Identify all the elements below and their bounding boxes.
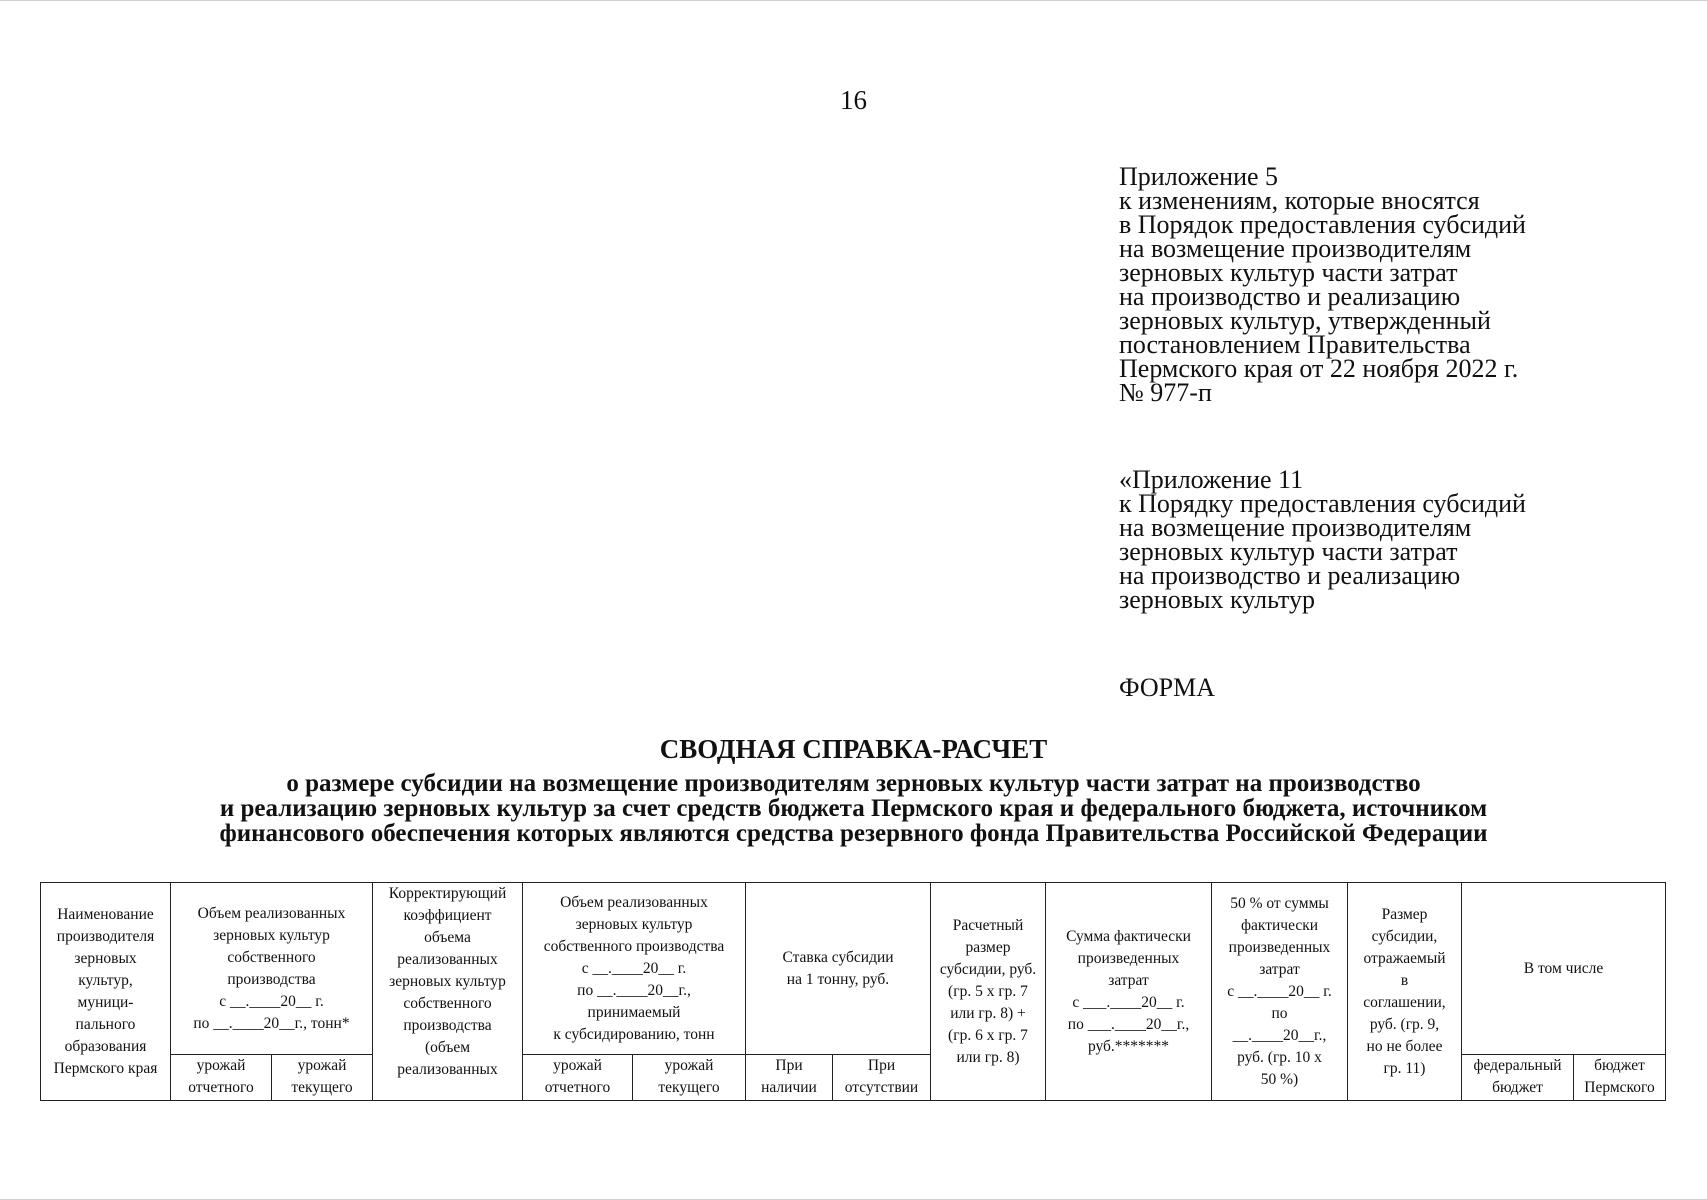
subtitle-line: финансового обеспечения которых являются средства резервного фонда Правительства Российской Федерации — [219, 820, 1488, 847]
appendix-5-line: зерновых культур, утвержденный — [1119, 306, 1491, 335]
appendix-5-line: постановлением Правительства — [1119, 330, 1471, 359]
subheader-perm-budget: бюджет Пермского — [1574, 1055, 1666, 1101]
subheader-harvest-current: урожай текущего — [272, 1055, 373, 1101]
subheader-federal-budget: федеральный бюджет — [1462, 1055, 1574, 1101]
appendix-11-line: на возмещение производителям — [1119, 513, 1472, 542]
document-title: СВОДНАЯ СПРАВКА-РАСЧЕТ — [659, 734, 1048, 764]
top-edge — [0, 0, 1707, 1]
header-accepted-volume: Объем реализованных зерновых культур собственного производства с __.____20__ г. по __.____20__г., принимаемый к субсидированию, тонн — [523, 883, 746, 1055]
appendix-5-line: зерновых культур части затрат — [1119, 258, 1458, 287]
appendix-5-line: на возмещение производителям — [1119, 234, 1472, 263]
appendix-5-line: на производство и реализацию — [1119, 282, 1461, 311]
appendix-5-line: № 977-п — [1119, 378, 1212, 407]
appendix-11-block — [1119, 465, 1679, 614]
header-calculated-subsidy: Расчетный размер субсидии, руб. (гр. 5 х гр. 7 или гр. 8) + (гр. 6 х гр. 7 или гр. 8) — [931, 883, 1046, 1101]
header-subsidy-rate: Ставка субсидии на 1 тонну, руб. — [746, 883, 931, 1055]
header-fifty-percent: 50 % от суммы фактически произведенных затрат с __.____20__ г. по __.____20__г., руб. (гр. 10 х 50 %) — [1212, 883, 1348, 1101]
subheader-rate-without: При отсутствии — [833, 1055, 931, 1101]
appendix-11-line: к Порядку предоставления субсидий — [1119, 489, 1526, 518]
appendix-11-line: зерновых культур части затрат — [1119, 537, 1458, 566]
header-correction-coefficient: Корректирующий коэффициент объема реализованных зерновых культур собственного производства (объем реализованных — [373, 883, 523, 1101]
subtitle-line: о размере субсидии на возмещение производителям зерновых культур части затрат на производство — [286, 770, 1421, 797]
subheader-harvest-reporting: урожай отчетного — [171, 1055, 272, 1101]
appendix-5-line: Пермского края от 22 ноября 2022 г. — [1119, 354, 1519, 383]
document-subtitle — [40, 771, 1667, 846]
appendix-11-line: зерновых культур — [1119, 585, 1315, 614]
subheader-accepted-harvest-reporting: урожай отчетного — [523, 1055, 633, 1101]
header-actual-costs: Сумма фактически произведенных затрат с ___.____20__ г. по ___.____20__г., руб.******* — [1046, 883, 1212, 1101]
header-including: В том числе — [1462, 883, 1666, 1055]
page-number: 16 — [840, 85, 867, 115]
appendix-5-block — [1119, 162, 1679, 407]
subtitle-line: и реализацию зерновых культур за счет средств бюджета Пермского края и федерального бюджета, источником — [219, 795, 1488, 822]
subheader-rate-with: При наличии — [746, 1055, 833, 1101]
header-sold-volume: Объем реализованных зерновых культур собственного производства с __.____20__ г. по __.____20__г., тонн* — [171, 883, 373, 1055]
subheader-accepted-harvest-current: урожай текущего — [633, 1055, 746, 1101]
appendix-11-line: на производство и реализацию — [1119, 561, 1461, 590]
appendix-11-line: «Приложение 11 — [1119, 465, 1304, 494]
header-producer-name: Наименование производителя зерновых культур, муници- пального образования Пермского края — [41, 883, 171, 1101]
appendix-5-line: в Порядок предоставления субсидий — [1119, 210, 1526, 239]
calculation-table — [40, 882, 1666, 1101]
header-subsidy-amount: Размер субсидии, отражаемый в соглашении, руб. (гр. 9, но не более гр. 11) — [1348, 883, 1462, 1101]
appendix-5-line: Приложение 5 — [1119, 162, 1279, 191]
appendix-5-line: к изменениям, которые вносятся — [1119, 186, 1480, 215]
form-label: ФОРМА — [1119, 673, 1215, 702]
